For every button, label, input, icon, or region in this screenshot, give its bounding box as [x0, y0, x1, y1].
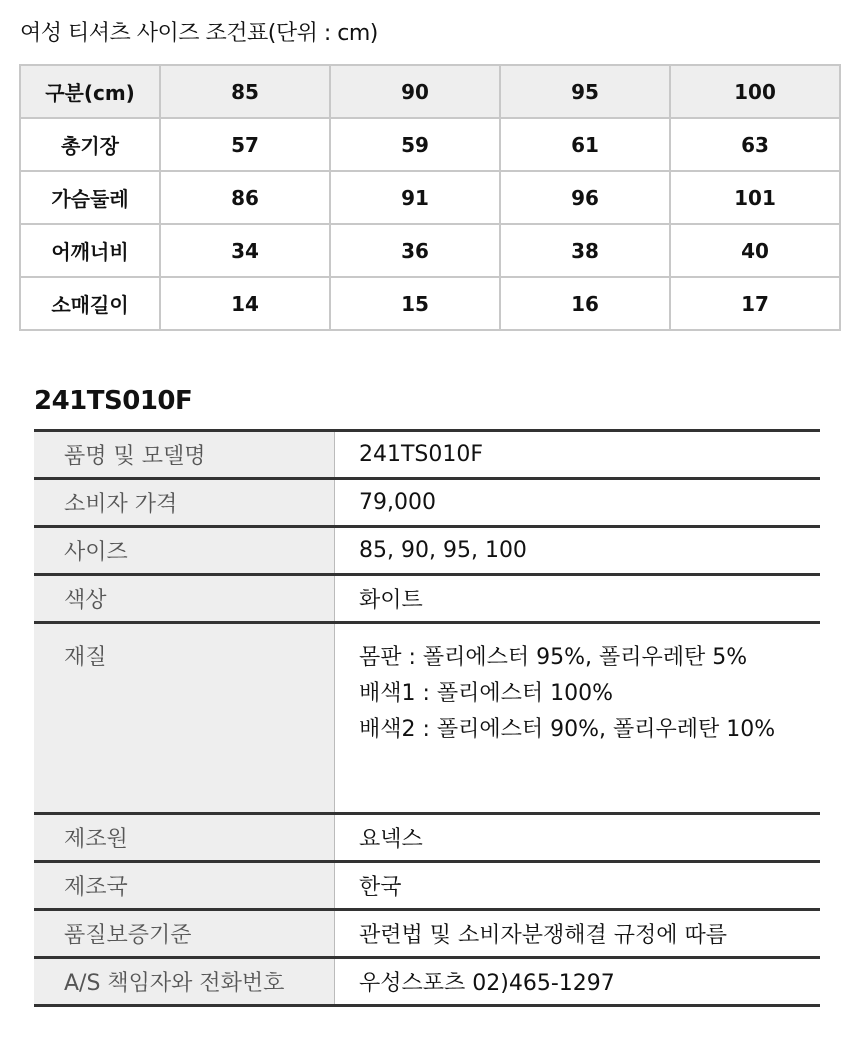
- header-cell: 90: [330, 65, 500, 118]
- info-label: 품질보증기준: [34, 910, 335, 958]
- info-row-size: [34, 527, 820, 575]
- header-cell: 구분(cm): [20, 65, 160, 118]
- header-cell: 95: [500, 65, 670, 118]
- size-chart-title: 여성 티셔츠 사이즈 조건표(단위 : cm): [20, 21, 378, 46]
- info-label: 제조원: [34, 814, 335, 862]
- info-value: 관련법 및 소비자분쟁해결 규정에 따름: [335, 910, 821, 958]
- table-cell: 16: [500, 277, 670, 330]
- material-line: 몸판 : 폴리에스터 95%, 폴리우레탄 5%: [359, 645, 748, 670]
- size-header-row: [20, 65, 840, 118]
- info-value: 85, 90, 95, 100: [335, 527, 821, 575]
- info-label: 색상: [34, 575, 335, 623]
- table-row: [20, 224, 840, 277]
- row-label: 총기장: [20, 118, 160, 171]
- table-cell: 15: [330, 277, 500, 330]
- info-value: 우성스포츠 02)465-1297: [359, 971, 615, 996]
- table-row: [20, 171, 840, 224]
- table-cell: 36: [330, 224, 500, 277]
- info-value: 241TS010F: [335, 431, 821, 479]
- table-cell: 63: [670, 118, 840, 171]
- info-label: 소비자 가격: [34, 479, 335, 527]
- table-cell: 14: [160, 277, 330, 330]
- header-cell: 100: [670, 65, 840, 118]
- table-cell: 17: [670, 277, 840, 330]
- info-value: 한국: [335, 862, 821, 910]
- info-label: 품명 및 모델명: [34, 431, 335, 479]
- table-row: [20, 277, 840, 330]
- info-label: 재질: [34, 623, 335, 814]
- header-cell: 85: [160, 65, 330, 118]
- info-row-model: [34, 431, 820, 479]
- info-value: [335, 623, 821, 814]
- info-row-country: [34, 862, 820, 910]
- info-label: 사이즈: [34, 527, 335, 575]
- info-value: 화이트: [335, 575, 821, 623]
- table-cell: 34: [160, 224, 330, 277]
- info-value: 요넥스: [335, 814, 821, 862]
- table-cell: 40: [670, 224, 840, 277]
- model-title: 241TS010F: [34, 386, 193, 416]
- table-row: [20, 118, 840, 171]
- table-cell: 57: [160, 118, 330, 171]
- info-label: 제조국: [34, 862, 335, 910]
- product-info-table: [34, 429, 820, 1007]
- info-row-warranty: [34, 910, 820, 958]
- info-row-as-contact: [34, 958, 820, 1006]
- row-label: 소매길이: [20, 277, 160, 330]
- table-cell: 59: [330, 118, 500, 171]
- info-row-color: [34, 575, 820, 623]
- info-row-material: [34, 623, 820, 814]
- table-cell: 91: [330, 171, 500, 224]
- table-cell: 86: [160, 171, 330, 224]
- info-value: 79,000: [335, 479, 821, 527]
- material-line: 배색2 : 폴리에스터 90%, 폴리우레탄 10%: [359, 717, 776, 742]
- table-cell: 61: [500, 118, 670, 171]
- info-row-price: [34, 479, 820, 527]
- row-label: 가슴둘레: [20, 171, 160, 224]
- info-label: A/S 책임자와 전화번호: [34, 958, 335, 1006]
- table-cell: 38: [500, 224, 670, 277]
- row-label: 어깨너비: [20, 224, 160, 277]
- size-chart-table: [19, 64, 841, 331]
- table-cell: 101: [670, 171, 840, 224]
- material-line: 배색1 : 폴리에스터 100%: [359, 681, 614, 706]
- info-row-manufacturer: [34, 814, 820, 862]
- table-cell: 96: [500, 171, 670, 224]
